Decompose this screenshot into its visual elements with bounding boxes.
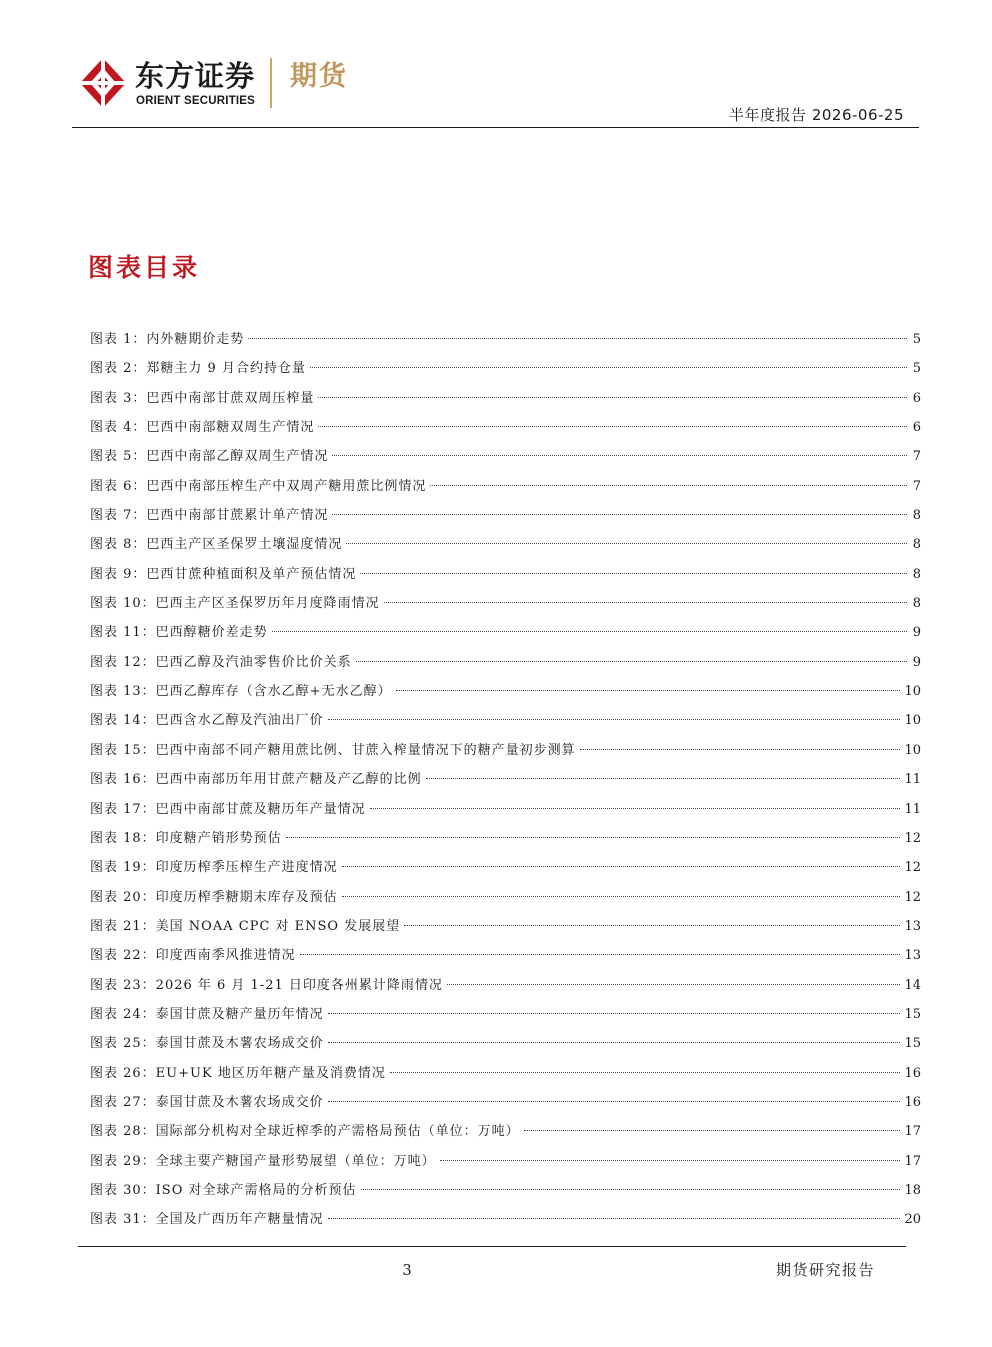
toc-dot-leader <box>272 631 907 632</box>
footer-report-label: 期货研究报告 <box>775 1261 875 1279</box>
toc-entry-page: 5 <box>912 332 921 347</box>
toc-entry[interactable] <box>90 1117 921 1146</box>
toc-entry-page: 15 <box>904 1006 921 1022</box>
toc-entry-label: 图表 8：巴西主产区圣保罗土壤湿度情况 <box>90 537 343 553</box>
toc-entry-label: 图表 1：内外糖期价走势 <box>90 332 245 347</box>
toc-entry-label: 图表 23：2026 年 6 月 1-21 日印度各州累计降雨情况 <box>90 977 443 993</box>
toc-entry-page: 12 <box>904 860 921 876</box>
toc-entry-label: 图表 14：巴西含水乙醇及汽油出厂价 <box>90 713 324 729</box>
toc-dot-leader <box>390 1072 901 1073</box>
toc-dot-leader <box>356 661 907 662</box>
toc-entry-page: 6 <box>912 390 921 406</box>
toc-entry[interactable] <box>90 354 921 383</box>
toc-entry-label: 图表 9：巴西甘蔗种植面积及单产预估情况 <box>90 566 357 582</box>
toc-entry[interactable] <box>90 971 921 1000</box>
toc-entry[interactable] <box>90 1205 921 1234</box>
toc-dot-leader <box>332 514 907 515</box>
toc-entry[interactable] <box>90 677 921 706</box>
toc-entry[interactable] <box>90 941 921 970</box>
toc-entry-label: 图表 2：郑糖主力 9 月合约持仓量 <box>90 361 306 377</box>
page-header <box>0 0 992 130</box>
header-divider <box>72 127 919 128</box>
toc-entry[interactable] <box>90 765 921 794</box>
toc-title: 图表目录 <box>88 253 201 282</box>
toc-entry-page: 8 <box>912 537 921 553</box>
toc-entry-label: 图表 17：巴西中南部甘蔗及糖历年产量情况 <box>90 801 366 817</box>
toc-entry-label: 图表 16：巴西中南部历年用甘蔗产糖及产乙醇的比例 <box>90 772 422 788</box>
toc-entry-page: 10 <box>904 713 921 729</box>
report-type-date: 半年度报告 2026-06-25 <box>729 106 904 124</box>
toc-dot-leader <box>342 866 901 867</box>
toc-entry-label: 图表 27：泰国甘蔗及木薯农场成交价 <box>90 1094 324 1110</box>
toc-entry-label: 图表 22：印度西南季风推进情况 <box>90 948 296 964</box>
toc-entry-label: 图表 28：国际部分机构对全球近榨季的产需格局预估（单位：万吨） <box>90 1124 520 1140</box>
toc-entry[interactable] <box>90 824 921 853</box>
toc-entry[interactable] <box>90 472 921 501</box>
toc-entry[interactable] <box>90 1147 921 1176</box>
toc-dot-leader <box>580 749 901 750</box>
toc-entry-label: 图表 18：印度糖产销形势预估 <box>90 830 282 846</box>
toc-entry[interactable] <box>90 883 921 912</box>
toc-entry-page: 7 <box>912 478 921 494</box>
toc-entry-label: 图表 5：巴西中南部乙醇双周生产情况 <box>90 449 329 465</box>
toc-dot-leader <box>396 690 901 691</box>
toc-entry[interactable] <box>90 1029 921 1058</box>
orient-securities-logo-icon <box>78 56 128 110</box>
toc-entry[interactable] <box>90 1059 921 1088</box>
toc-entry[interactable] <box>90 853 921 882</box>
toc-dot-leader <box>248 338 907 339</box>
toc-entry[interactable] <box>90 706 921 735</box>
toc-entry-page: 17 <box>904 1153 921 1169</box>
toc-entry-page: 12 <box>904 830 921 846</box>
toc-dot-leader <box>328 1042 901 1043</box>
toc-entry-page: 17 <box>904 1124 921 1140</box>
toc-entry[interactable] <box>90 648 921 677</box>
toc-entry-label: 图表 6：巴西中南部压榨生产中双周产糖用蔗比例情况 <box>90 478 427 494</box>
toc-entry-label: 图表 30：ISO 对全球产需格局的分析预估 <box>90 1182 357 1198</box>
toc-entry-label: 图表 13：巴西乙醇库存（含水乙醇+无水乙醇） <box>90 684 392 700</box>
toc-entry[interactable] <box>90 1000 921 1029</box>
toc-dot-leader <box>370 808 901 809</box>
toc-entry-page: 11 <box>904 772 921 788</box>
toc-entry-label: 图表 25：泰国甘蔗及木薯农场成交价 <box>90 1036 324 1052</box>
footer-divider <box>78 1246 906 1247</box>
toc-dot-leader <box>440 1160 901 1161</box>
toc-entry-page: 20 <box>904 1212 921 1228</box>
toc-entry-label: 图表 29：全球主要产糖国产量形势展望（单位：万吨） <box>90 1153 436 1169</box>
toc-entry-page: 16 <box>904 1065 921 1081</box>
toc-dot-leader <box>384 602 907 603</box>
toc-entry-label: 图表 7：巴西中南部甘蔗累计单产情况 <box>90 508 329 524</box>
toc-dot-leader <box>286 837 901 838</box>
toc-entry-label: 图表 24：泰国甘蔗及糖产量历年情况 <box>90 1006 324 1022</box>
logo-english-name: ORIENT SECURITIES <box>136 95 256 107</box>
toc-entry[interactable] <box>90 736 921 765</box>
toc-entry-label: 图表 11：巴西醇糖价差走势 <box>90 625 268 641</box>
toc-entry-page: 11 <box>904 801 921 817</box>
toc-dot-leader <box>328 1101 901 1102</box>
toc-entry[interactable] <box>90 384 921 413</box>
toc-dot-leader <box>318 397 907 398</box>
toc-entry-label: 图表 20：印度历榨季糖期末库存及预估 <box>90 889 338 905</box>
toc-entry-page: 15 <box>904 1036 921 1052</box>
toc-entry-label: 图表 31：全国及广西历年产糖量情况 <box>90 1212 324 1228</box>
toc-entry[interactable] <box>90 530 921 559</box>
toc-entry-page: 12 <box>904 889 921 905</box>
toc-entry-page: 5 <box>912 361 921 377</box>
toc-entry-page: 6 <box>912 420 921 436</box>
toc-entry-label: 图表 4：巴西中南部糖双周生产情况 <box>90 420 315 436</box>
toc-entry-page: 13 <box>904 948 921 964</box>
toc-entry-page: 10 <box>904 742 921 758</box>
toc-entry-page: 16 <box>904 1094 921 1110</box>
toc-entry[interactable] <box>90 325 921 354</box>
toc-entry[interactable] <box>90 560 921 589</box>
logo-chinese-name: 东方证券 <box>135 59 256 93</box>
toc-dot-leader <box>328 1013 901 1014</box>
toc-dot-leader <box>318 426 907 427</box>
toc-dot-leader <box>426 778 901 779</box>
toc-entry[interactable] <box>90 413 921 442</box>
toc-entry-page: 9 <box>912 654 921 670</box>
toc-entry-page: 8 <box>912 596 921 612</box>
toc-entry-label: 图表 10：巴西主产区圣保罗历年月度降雨情况 <box>90 596 380 612</box>
toc-entry-page: 8 <box>912 508 921 524</box>
toc-entry-page: 7 <box>912 449 921 465</box>
toc-dot-leader <box>360 573 907 574</box>
toc-dot-leader <box>524 1130 901 1131</box>
logo-divider <box>270 58 272 108</box>
toc-entry[interactable] <box>90 912 921 941</box>
toc-entry[interactable] <box>90 442 921 471</box>
toc-dot-leader <box>342 896 901 897</box>
toc-dot-leader <box>361 1189 901 1190</box>
toc-entry-page: 10 <box>904 684 921 700</box>
toc-entry[interactable] <box>90 589 921 618</box>
toc-entry[interactable] <box>90 1088 921 1117</box>
toc-entry-label: 图表 3：巴西中南部甘蔗双周压榨量 <box>90 390 315 406</box>
toc-entry[interactable] <box>90 501 921 530</box>
toc-entry[interactable] <box>90 1176 921 1205</box>
logo-futures-label: 期货 <box>290 61 348 92</box>
toc-entry-label: 图表 26：EU+UK 地区历年糖产量及消费情况 <box>90 1065 386 1081</box>
toc-entry-page: 18 <box>904 1182 921 1198</box>
toc-dot-leader <box>300 954 901 955</box>
toc-entry-page: 14 <box>904 977 921 993</box>
toc-dot-leader <box>447 984 901 985</box>
toc-list <box>90 325 921 1235</box>
toc-entry-page: 9 <box>912 625 921 641</box>
toc-entry-label: 图表 15：巴西中南部不同产糖用蔗比例、甘蔗入榨量情况下的糖产量初步测算 <box>90 742 576 758</box>
toc-entry-label: 图表 19：印度历榨季压榨生产进度情况 <box>90 860 338 876</box>
toc-dot-leader <box>328 1218 901 1219</box>
toc-entry-label: 图表 12：巴西乙醇及汽油零售价比价关系 <box>90 654 352 670</box>
toc-entry[interactable] <box>90 795 921 824</box>
toc-dot-leader <box>346 543 907 544</box>
toc-dot-leader <box>404 925 900 926</box>
toc-dot-leader <box>430 485 907 486</box>
toc-dot-leader <box>310 367 907 368</box>
toc-dot-leader <box>332 455 907 456</box>
toc-entry-label: 图表 21：美国 NOAA CPC 对 ENSO 发展展望 <box>90 918 401 934</box>
toc-entry-page: 13 <box>904 918 921 934</box>
toc-entry[interactable] <box>90 618 921 647</box>
toc-entry-page: 8 <box>912 566 921 582</box>
toc-dot-leader <box>328 719 901 720</box>
page-number: 3 <box>402 1261 412 1279</box>
